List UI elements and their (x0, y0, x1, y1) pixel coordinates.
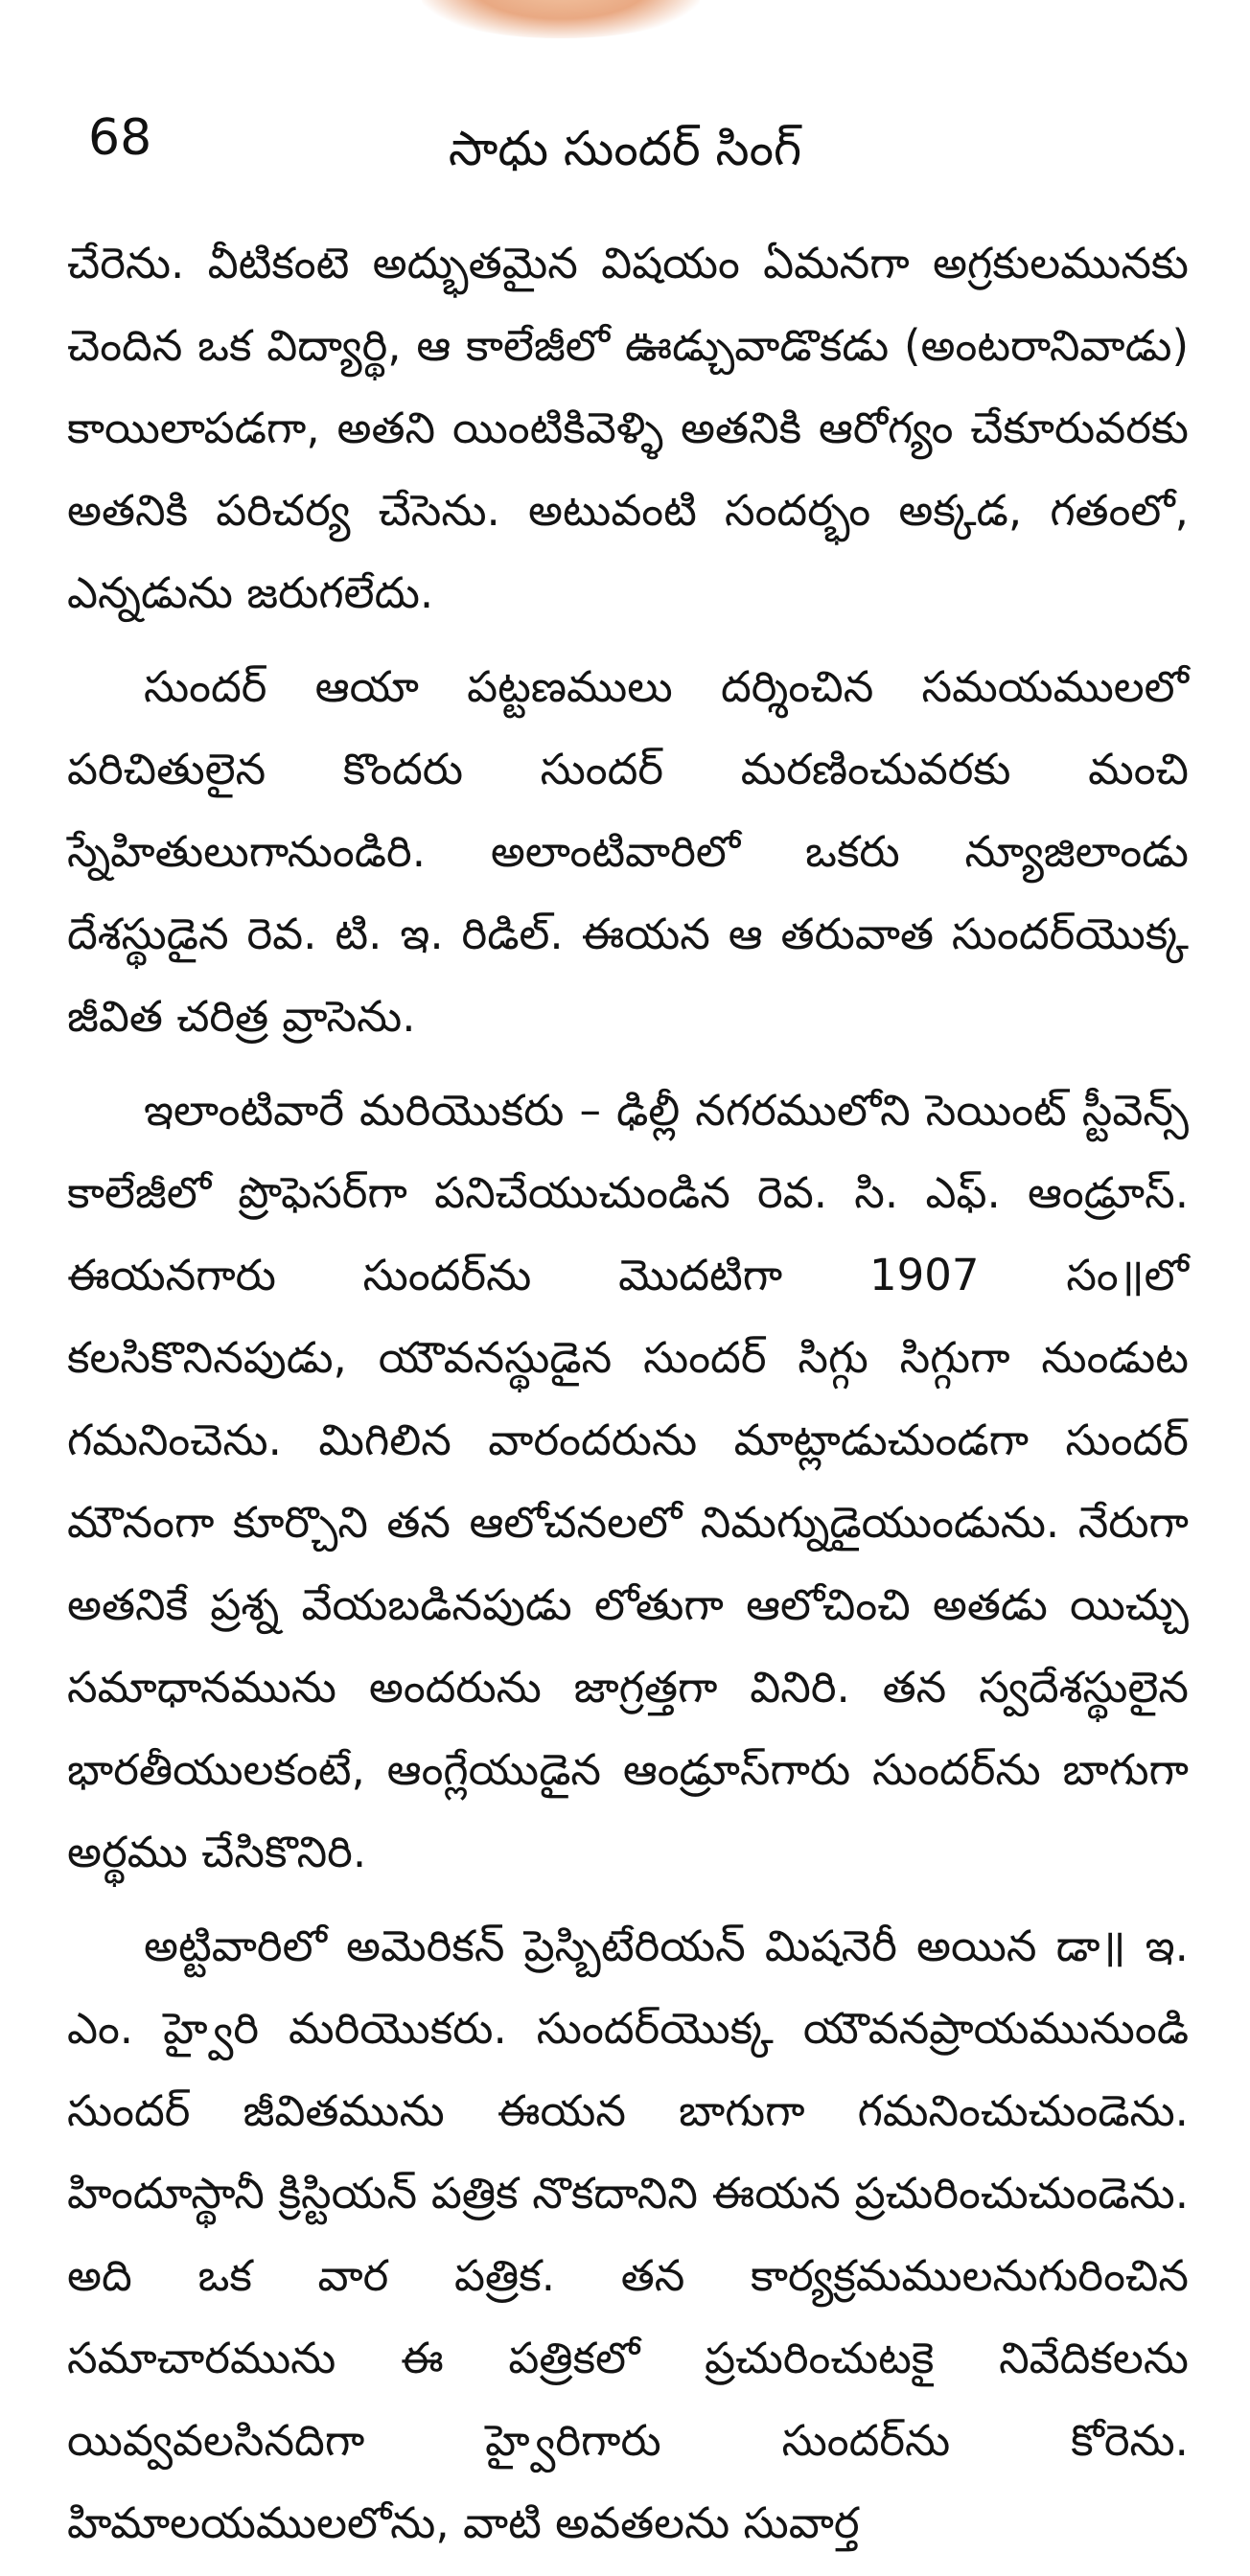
photo-fragment (422, 0, 700, 38)
paragraph-4: అట్టివారిలో అమెరికన్ ప్రెస్బిటేరియన్ మిషనెరీ అయిన డా॥ ఇ. ఎం. హ్వైరి మరియొకరు. సుందర్‌యొక్క యౌవనప్రాయమునుండి సుందర్ జీవితమును ఈయన బాగుగా గమనించుచుండెను. హిందూస్థానీ క్రిస్టియన్ పత్రిక నొకదానిని ఈయన ప్రచురించుచుండెను. అది ఒక వార పత్రిక. తన కార్యక్రమములనుగురించిన సమాచారమును ఈ పత్రికలో ప్రచురించుటకై నివేదికలను యివ్వవలసినదిగా హ్వైరిగారు సుందర్‌ను కోరెను. హిమాలయములలోను, వాటి అవతలను సువార్త (67, 1920, 1189, 2548)
page-number: 68 (88, 109, 152, 167)
body-text (67, 222, 1189, 2576)
paragraph-3: ఇలాంటివారే మరియొకరు – ఢిల్లీ నగరములోని సెయింట్ స్టీవెన్స్ కాలేజీలో ప్రొఫెసర్‌గా పనిచేయుచుండిన రెవ. సి. ఎఫ్. ఆండ్రూస్. ఈయనగారు సుందర్‌ను మొదటిగా 1907 సం॥లో కలసికొనినపుడు, యౌవనస్థుడైన సుందర్ సిగ్గు సిగ్గుగా నుండుట గమనించెను. మిగిలిన వారందరును మాట్లాడుచుండగా సుందర్ మౌనంగా కూర్చొని తన ఆలోచనలలో నిమగ్నుడైయుండును. నేరుగా అతనికే ప్రశ్న వేయబడినపుడు లోతుగా ఆలోచించి అతడు యిచ్చు సమాధానమును అందరును జాగ్రత్తగా వినిరి. తన స్వదేశస్థులైన భారతీయులకంటే, ఆంగ్లేయుడైన ఆండ్రూస్‌గారు సుందర్‌ను బాగుగా అర్థము చేసికొనిరి. (67, 1085, 1189, 1877)
paragraph-2: సుందర్ ఆయా పట్టణములు దర్శించిన సమయములలో పరిచితులైన కొందరు సుందర్ మరణించువరకు మంచి స్నేహితులుగానుండిరి. అలాంటివారిలో ఒకరు న్యూజిలాండు దేశస్థుడైన రెవ. టి. ఇ. రిడిల్. ఈయన ఆ తరువాత సుందర్‌యొక్క జీవిత చరిత్ర వ్రాసెను. (67, 661, 1189, 1042)
paragraph-1: చేరెను. వీటికంటె అద్భుతమైన విషయం ఏమనగా అగ్రకులమునకు చెందిన ఒక విద్యార్థి, ఆ కాలేజీలో ఊడ్చువాడొకడు (అంటరానివాడు) కాయిలాపడగా, అతని యింటికివెళ్ళి అతనికి ఆరోగ్యం చేకూరువరకు అతనికి పరిచర్య చేసెను. అటువంటి సందర్భం అక్కడ, గతంలో, ఎన్నడును జరుగలేదు. (67, 238, 1189, 618)
running-header: సాధు సుందర్ సింగ్ (448, 121, 802, 176)
